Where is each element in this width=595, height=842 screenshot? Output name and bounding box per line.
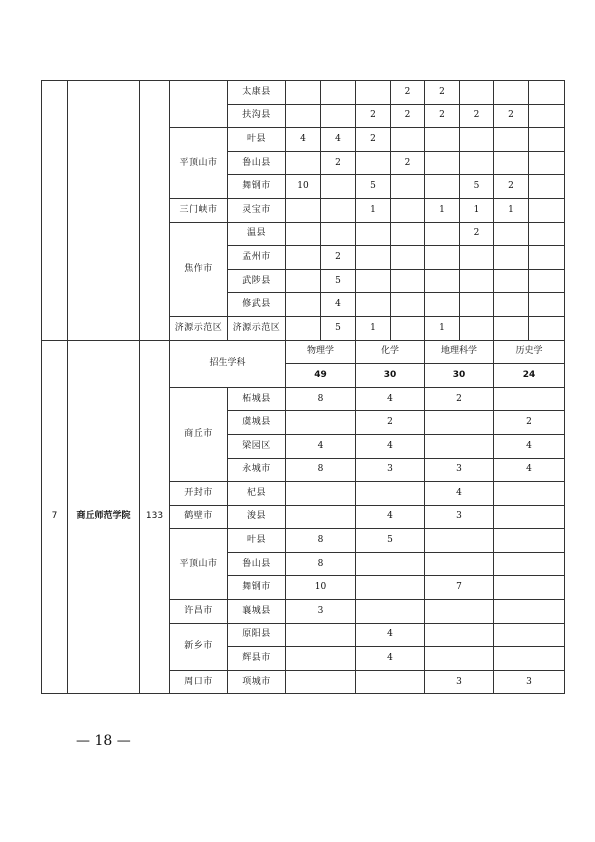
quota-cell bbox=[286, 411, 356, 435]
quota-cell bbox=[286, 316, 321, 340]
quota-cell bbox=[286, 647, 356, 671]
city-cell: 三门峡市 bbox=[170, 198, 228, 222]
quota-cell: 2 bbox=[460, 222, 494, 246]
quota-cell bbox=[286, 269, 321, 293]
quota-cell bbox=[425, 293, 460, 317]
quota-cell: 3 bbox=[356, 458, 425, 482]
quota-cell bbox=[460, 316, 494, 340]
city-cell: 新乡市 bbox=[170, 623, 228, 670]
quota-cell bbox=[529, 222, 565, 246]
quota-cell bbox=[425, 647, 494, 671]
quota-cell: 2 bbox=[494, 411, 565, 435]
quota-cell bbox=[425, 552, 494, 576]
quota-cell bbox=[321, 175, 356, 199]
quota-cell bbox=[286, 505, 356, 529]
city-cell: 鹤壁市 bbox=[170, 505, 228, 529]
quota-cell bbox=[494, 552, 565, 576]
quota-cell: 7 bbox=[425, 576, 494, 600]
quota-cell bbox=[286, 293, 321, 317]
subject-name-row bbox=[42, 340, 565, 364]
quota-cell: 4 bbox=[356, 387, 425, 411]
quota-cell bbox=[494, 222, 529, 246]
quota-cell: 2 bbox=[391, 151, 425, 175]
quota-cell: 2 bbox=[425, 104, 460, 128]
county-cell: 鲁山县 bbox=[228, 151, 286, 175]
quota-cell: 3 bbox=[425, 458, 494, 482]
university-total-quota-continued bbox=[140, 81, 170, 341]
county-cell: 舞钢市 bbox=[228, 175, 286, 199]
quota-cell: 4 bbox=[494, 458, 565, 482]
quota-cell bbox=[529, 175, 565, 199]
quota-cell: 8 bbox=[286, 458, 356, 482]
quota-cell: 1 bbox=[460, 198, 494, 222]
quota-cell bbox=[286, 482, 356, 506]
quota-cell bbox=[494, 647, 565, 671]
university-total-quota: 133 bbox=[140, 340, 170, 694]
quota-cell bbox=[356, 670, 425, 694]
county-cell: 叶县 bbox=[228, 128, 286, 152]
quota-cell: 2 bbox=[321, 246, 356, 270]
quota-cell bbox=[425, 246, 460, 270]
quota-cell: 10 bbox=[286, 175, 321, 199]
quota-cell bbox=[529, 81, 565, 105]
quota-cell bbox=[460, 269, 494, 293]
quota-cell: 10 bbox=[286, 576, 356, 600]
city-cell bbox=[170, 81, 228, 128]
quota-cell: 4 bbox=[321, 128, 356, 152]
quota-cell bbox=[391, 293, 425, 317]
quota-cell bbox=[529, 246, 565, 270]
quota-cell bbox=[494, 600, 565, 624]
county-cell: 孟州市 bbox=[228, 246, 286, 270]
quota-cell bbox=[286, 222, 321, 246]
quota-cell: 4 bbox=[356, 505, 425, 529]
quota-cell bbox=[529, 316, 565, 340]
quota-cell: 4 bbox=[321, 293, 356, 317]
quota-cell: 4 bbox=[494, 434, 565, 458]
county-cell: 武陟县 bbox=[228, 269, 286, 293]
city-cell: 商丘市 bbox=[170, 387, 228, 481]
quota-cell bbox=[425, 623, 494, 647]
quota-cell bbox=[529, 151, 565, 175]
county-cell: 杞县 bbox=[228, 482, 286, 506]
quota-cell: 4 bbox=[286, 128, 321, 152]
county-cell: 舞钢市 bbox=[228, 576, 286, 600]
subject-history-quota: 24 bbox=[494, 364, 565, 388]
quota-cell bbox=[356, 222, 391, 246]
quota-cell: 1 bbox=[425, 316, 460, 340]
subject-physics: 物理学 bbox=[286, 340, 356, 364]
quota-cell bbox=[425, 128, 460, 152]
quota-cell bbox=[391, 222, 425, 246]
quota-cell: 2 bbox=[391, 104, 425, 128]
quota-cell bbox=[425, 175, 460, 199]
row-index: 7 bbox=[42, 340, 68, 694]
county-cell: 辉县市 bbox=[228, 647, 286, 671]
quota-cell: 2 bbox=[494, 175, 529, 199]
quota-cell bbox=[494, 623, 565, 647]
county-cell: 灵宝市 bbox=[228, 198, 286, 222]
county-cell: 太康县 bbox=[228, 81, 286, 105]
subject-chemistry: 化学 bbox=[356, 340, 425, 364]
quota-cell bbox=[494, 387, 565, 411]
county-cell: 原阳县 bbox=[228, 623, 286, 647]
enrollment-table bbox=[41, 80, 565, 694]
quota-cell: 5 bbox=[460, 175, 494, 199]
quota-cell bbox=[425, 600, 494, 624]
quota-cell: 5 bbox=[321, 316, 356, 340]
county-cell: 梁园区 bbox=[228, 434, 286, 458]
quota-cell: 5 bbox=[356, 529, 425, 553]
quota-cell: 2 bbox=[356, 104, 391, 128]
county-cell: 修武县 bbox=[228, 293, 286, 317]
quota-cell: 4 bbox=[286, 434, 356, 458]
quota-cell bbox=[494, 269, 529, 293]
quota-cell bbox=[356, 151, 391, 175]
county-cell: 扶沟县 bbox=[228, 104, 286, 128]
quota-cell bbox=[391, 269, 425, 293]
shangqiu-normal-university-block bbox=[42, 340, 565, 694]
quota-cell bbox=[286, 151, 321, 175]
quota-cell bbox=[286, 104, 321, 128]
quota-cell bbox=[425, 269, 460, 293]
quota-cell bbox=[460, 151, 494, 175]
quota-cell bbox=[494, 505, 565, 529]
city-cell: 周口市 bbox=[170, 670, 228, 694]
subjects-label: 招生学科 bbox=[170, 340, 286, 387]
subject-physics-quota: 49 bbox=[286, 364, 356, 388]
quota-cell: 1 bbox=[356, 316, 391, 340]
quota-cell bbox=[529, 198, 565, 222]
quota-cell bbox=[425, 151, 460, 175]
city-cell: 开封市 bbox=[170, 482, 228, 506]
quota-cell bbox=[425, 222, 460, 246]
subject-history: 历史学 bbox=[494, 340, 565, 364]
quota-cell bbox=[425, 434, 494, 458]
quota-cell: 4 bbox=[356, 434, 425, 458]
quota-cell bbox=[460, 246, 494, 270]
quota-cell bbox=[494, 81, 529, 105]
quota-cell bbox=[321, 198, 356, 222]
county-cell: 永城市 bbox=[228, 458, 286, 482]
quota-cell: 2 bbox=[494, 104, 529, 128]
county-cell: 鲁山县 bbox=[228, 552, 286, 576]
quota-cell: 2 bbox=[321, 151, 356, 175]
county-cell: 虞城县 bbox=[228, 411, 286, 435]
quota-cell bbox=[391, 316, 425, 340]
quota-cell bbox=[460, 128, 494, 152]
quota-cell bbox=[494, 576, 565, 600]
quota-cell: 1 bbox=[494, 198, 529, 222]
quota-cell bbox=[356, 552, 425, 576]
quota-cell: 4 bbox=[356, 623, 425, 647]
quota-cell bbox=[425, 411, 494, 435]
quota-cell bbox=[286, 623, 356, 647]
quota-cell: 2 bbox=[425, 387, 494, 411]
quota-cell: 3 bbox=[494, 670, 565, 694]
quota-cell: 2 bbox=[425, 81, 460, 105]
quota-cell: 2 bbox=[460, 104, 494, 128]
quota-cell bbox=[529, 269, 565, 293]
quota-cell bbox=[494, 482, 565, 506]
university-name-continued bbox=[68, 81, 140, 341]
quota-cell bbox=[391, 175, 425, 199]
quota-cell: 1 bbox=[356, 198, 391, 222]
page-number: — 18 — bbox=[76, 733, 131, 749]
quota-cell: 8 bbox=[286, 387, 356, 411]
county-cell: 襄城县 bbox=[228, 600, 286, 624]
quota-cell bbox=[286, 198, 321, 222]
quota-cell bbox=[391, 198, 425, 222]
quota-cell: 8 bbox=[286, 529, 356, 553]
quota-cell: 5 bbox=[321, 269, 356, 293]
quota-cell bbox=[494, 293, 529, 317]
quota-cell bbox=[391, 128, 425, 152]
quota-cell bbox=[286, 670, 356, 694]
city-cell: 许昌市 bbox=[170, 600, 228, 624]
quota-cell: 8 bbox=[286, 552, 356, 576]
row-index-continued bbox=[42, 81, 68, 341]
quota-cell: 3 bbox=[425, 505, 494, 529]
quota-cell bbox=[494, 128, 529, 152]
quota-cell: 2 bbox=[356, 128, 391, 152]
city-cell: 济源示范区 bbox=[170, 316, 228, 340]
quota-cell: 2 bbox=[356, 411, 425, 435]
city-cell: 平顶山市 bbox=[170, 128, 228, 199]
quota-cell: 2 bbox=[391, 81, 425, 105]
quota-cell: 1 bbox=[425, 198, 460, 222]
county-cell: 叶县 bbox=[228, 529, 286, 553]
county-cell: 温县 bbox=[228, 222, 286, 246]
quota-cell bbox=[321, 81, 356, 105]
county-cell: 浚县 bbox=[228, 505, 286, 529]
quota-cell bbox=[356, 482, 425, 506]
quota-cell bbox=[321, 104, 356, 128]
university-name: 商丘师范学院 bbox=[68, 340, 140, 694]
quota-cell bbox=[494, 316, 529, 340]
quota-cell bbox=[356, 81, 391, 105]
quota-cell bbox=[356, 269, 391, 293]
subject-chemistry-quota: 30 bbox=[356, 364, 425, 388]
quota-cell bbox=[356, 576, 425, 600]
county-cell: 济源示范区 bbox=[228, 316, 286, 340]
quota-cell bbox=[425, 529, 494, 553]
quota-cell bbox=[460, 293, 494, 317]
quota-cell bbox=[494, 151, 529, 175]
quota-cell: 3 bbox=[286, 600, 356, 624]
county-cell: 项城市 bbox=[228, 670, 286, 694]
quota-cell bbox=[356, 246, 391, 270]
city-cell: 平顶山市 bbox=[170, 529, 228, 600]
quota-cell bbox=[356, 293, 391, 317]
quota-cell: 4 bbox=[425, 482, 494, 506]
quota-cell bbox=[529, 104, 565, 128]
quota-cell bbox=[529, 293, 565, 317]
quota-cell: 4 bbox=[356, 647, 425, 671]
subject-geography: 地理科学 bbox=[425, 340, 494, 364]
quota-cell bbox=[460, 81, 494, 105]
quota-cell: 5 bbox=[356, 175, 391, 199]
quota-cell bbox=[286, 81, 321, 105]
quota-cell bbox=[321, 222, 356, 246]
table-row bbox=[42, 81, 565, 105]
quota-cell: 3 bbox=[425, 670, 494, 694]
city-cell: 焦作市 bbox=[170, 222, 228, 316]
previous-university-block bbox=[42, 81, 565, 341]
quota-cell bbox=[529, 128, 565, 152]
quota-cell bbox=[286, 246, 321, 270]
quota-cell bbox=[494, 529, 565, 553]
county-cell: 柘城县 bbox=[228, 387, 286, 411]
quota-cell bbox=[391, 246, 425, 270]
quota-cell bbox=[494, 246, 529, 270]
subject-geography-quota: 30 bbox=[425, 364, 494, 388]
quota-cell bbox=[356, 600, 425, 624]
